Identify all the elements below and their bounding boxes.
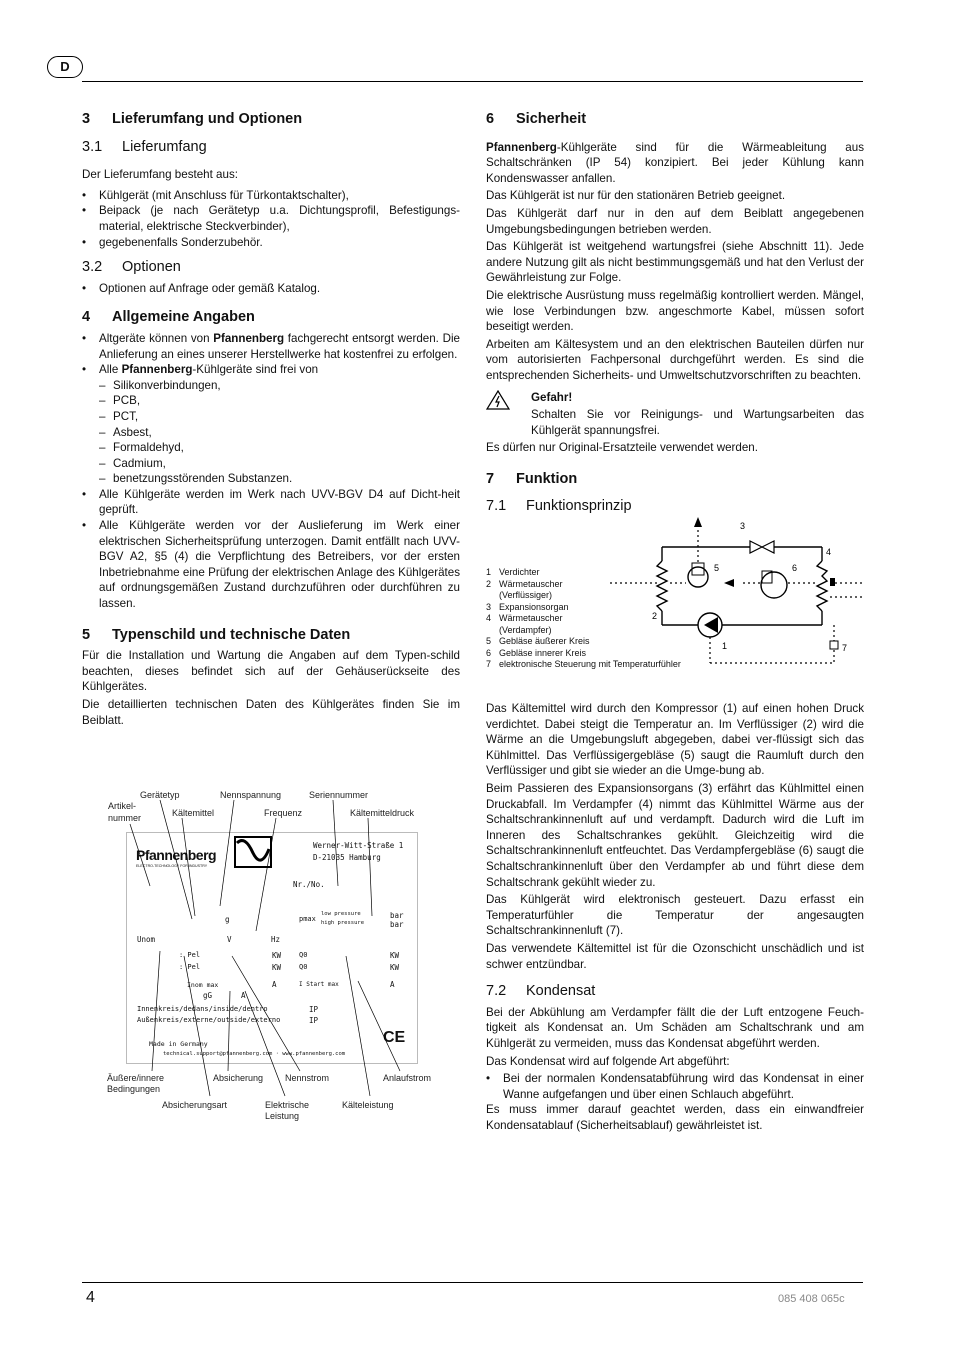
section-7-1-heading: 7.1 Funktionsprinzip — [486, 498, 632, 515]
label-bedingungen-2: Bedingungen — [107, 1084, 161, 1094]
plate-kw: KW — [390, 951, 400, 960]
plate-pel: : Pel — [179, 963, 201, 971]
diagram-number: 7 — [842, 643, 848, 654]
plate-gg: gG — [203, 991, 213, 1000]
section-6-heading: 6 Sicherheit — [486, 111, 587, 127]
section-3-2-heading: 3.2 Optionen — [82, 259, 181, 276]
section-3-heading: 3 Lieferumfang und Optionen — [82, 111, 303, 127]
section-7-2-heading: 7.2 Kondensat — [486, 983, 596, 1000]
bullet-list — [82, 487, 460, 612]
label-kaelteleistung: Kälteleistung — [342, 1100, 394, 1110]
plate-a: A — [241, 991, 246, 1000]
label-elektrische-leistung-2: Leistung — [265, 1111, 300, 1121]
list-item: • Beipack (je nach Gerätetyp u.a. Dichtungsprofil, Befestigungs-material, elektrische Steckverbinder), — [82, 203, 460, 234]
label-artikelnummer-2: nummer — [108, 813, 142, 823]
paragraph: Das Kühlgerät ist nur für den stationären Betrieb geeignet. — [486, 189, 786, 203]
list-item: • Alle Pfannenberg-Kühlgeräte sind frei von — [82, 362, 460, 378]
label-anlaufstrom: Anlaufstrom — [383, 1073, 432, 1083]
language-badge: D — [47, 56, 83, 78]
paragraph: Beim Passieren des Expansionsorgans (3) erfährt das Kühlmittel einen Druckabfall. Im Verdampfer (4) nimmt das Kühlmittel Wärme aus der Schaltschrankinnenluft auf und verdampft. Dadurch wird die Luft im Inneren des Schaltschrankes gekühlt. Gleichzeitig wird die Schaltschrankinnenluft entfeuchtet. Das Verdampfergebläse (6) saugt die Schaltschrankinnenluft über den Verdampfer ab und führt diese dem Schaltschrank gekühlt wieder zu. — [486, 782, 864, 889]
paragraph: Das Kondensat wird auf folgende Art abgeführt: — [486, 1054, 730, 1068]
legend-item: 4 Wärmetauscher (Verdampfer) — [486, 613, 563, 635]
plate-address-1: Werner-Witt-Straße 1 — [313, 841, 404, 850]
label-absicherungsart: Absicherungsart — [162, 1100, 228, 1110]
list-item: – PCT, — [99, 409, 460, 425]
label-kaeltemittel: Kältemittel — [172, 808, 215, 818]
bullet-list — [486, 1071, 864, 1102]
plate-hz: Hz — [271, 935, 281, 944]
plate-address-2: D-21035 Hamburg — [313, 853, 381, 862]
plate-made-in: Made in Germany — [149, 1040, 208, 1048]
plate-kw: KW — [390, 963, 400, 972]
list-item: • gegebenenfalls Sonderzubehör. — [82, 235, 460, 251]
legend-item: 5 Gebläse äußerer Kreis — [486, 636, 590, 647]
list-item: – benetzungsstörenden Substanzen. — [99, 471, 460, 487]
list-item: • Alle Kühlgeräte werden im Werk nach UVV-BGV D4 auf Dicht-heit geprüft. — [82, 487, 460, 518]
function-diagram-block — [486, 515, 864, 687]
plate-pel: : Pel — [179, 951, 201, 959]
plate-leader-lines — [100, 786, 445, 1121]
list-item: • Optionen auf Anfrage oder gemäß Katalog. — [82, 281, 460, 297]
label-elektrische-leistung: Elektrische — [265, 1100, 310, 1110]
document-number: 085 408 065c — [778, 1293, 845, 1305]
plate-bar: bar — [390, 920, 404, 929]
plate-pmax: pmax — [299, 915, 316, 923]
label-artikelnummer: Artikel- — [108, 801, 137, 811]
list-item: • Kühlgerät (mit Anschluss für Türkontaktschalter), — [82, 188, 460, 204]
plate-high-pressure: high pressure — [321, 920, 365, 926]
legend-item: 3 Expansionsorgan — [486, 601, 569, 612]
plate-inner-circuit: Innenkreis/dedans/inside/dentro — [137, 1005, 268, 1013]
paragraph: Es dürfen nur Original-Ersatzteile verwendet werden. — [486, 441, 758, 455]
footer-rule — [82, 1282, 863, 1283]
label-nennspannung: Nennspannung — [220, 790, 282, 800]
paragraph: Das verwendete Kältemittel ist für die Ozonschicht unschädlich und ist schwer entzündbar. — [486, 941, 864, 971]
section-4-heading: 4 Allgemeine Angaben — [82, 309, 255, 326]
plate-ip: IP — [309, 1005, 319, 1014]
list-item: – PCB, — [99, 393, 460, 409]
plate-bar: bar — [390, 911, 404, 920]
list-item: • Alle Kühlgeräte werden vor der Auslieferung im Werk einer elektrischen Sicherheitsprüfung unterzogen. Damit entfällt nach UVV-BGV A2, §5 (4) die Verpflichtung des Betreibers, vor der ersten Inbetriebnahme eine Prüfung der elektrischen Anlage des Kühlgerätes auf ordnungsgemäßen Zustand durchzuführen oder durchführen zu lassen. — [82, 518, 460, 612]
label-absicherung: Absicherung — [213, 1073, 264, 1083]
plate-istart-max: I Start max — [299, 981, 339, 988]
diagram-number: 3 — [740, 521, 746, 532]
list-item: – Silikonverbindungen, — [99, 378, 460, 394]
warning-voltage-icon — [486, 390, 531, 439]
diagram-number: 4 — [826, 547, 832, 558]
plate-ip: IP — [309, 1016, 319, 1025]
plate-q0: Q0 — [299, 951, 308, 959]
paragraph: Die detaillierten technischen Daten des Kühlgerätes finden Sie im Beiblatt. — [82, 698, 460, 727]
plate-v: V — [227, 935, 232, 944]
bullet-list — [82, 188, 460, 250]
type-plate-figure — [100, 786, 445, 1121]
plate-q0: Q0 — [299, 963, 308, 971]
label-nennstrom: Nennstrom — [285, 1073, 330, 1083]
legend-item: 2 Wärmetauscher (Verflüssiger) — [486, 578, 563, 601]
plate-low-pressure: low pressure — [321, 911, 361, 917]
paragraph: Für die Installation und Wartung die Angaben auf dem Typen-schild beachten, dieses befindet sich auf der Gehäuserückseite des Kühlgerätes. — [82, 649, 460, 694]
diagram-number: 1 — [722, 641, 728, 652]
paragraph: Arbeiten am Kältesystem und an den elektrischen Bauteilen dürfen nur vom autorisierten Fachpersonal durchgeführt werden. Es sind die entsprechenden Sicherheits- und Umweltschutzvorschriften zu beachten. — [486, 337, 864, 382]
plate-g: g — [225, 915, 230, 924]
list-item: • Altgeräte können von Pfannenberg fachgerecht entsorgt werden. Die Anlieferung an eines unserer Herstellwerke hat kostenfrei zu erfolgen. — [82, 331, 460, 362]
plate-nr: Nr./No. — [293, 880, 325, 889]
plate-kw: KW — [272, 963, 282, 972]
diagram-number: 2 — [652, 611, 658, 622]
paragraph: Das Kältemittel wird durch den Kompressor (1) auf einen hohen Druck verdichtet. Dabei steigt die Temperatur an. Im Verflüssiger (2) wird die Wärme an die Umgebungsluft abgegeben, dabei ver-flüssigt sich das Kühlmittel. Das Verflüssigergebläse (5) saugt die Raumluft durch den Verflüssiger und gibt sie wieder an die Umge-bung ab. — [486, 702, 864, 778]
paragraph: Es muss immer darauf geachtet werden, dass ein einwandfreier Kondensatablauf (Sicherheitsablauf) gewährleistet ist. — [486, 1103, 864, 1132]
ce-mark: CE — [383, 1029, 406, 1046]
label-kaeltemitteldruck: Kältemitteldruck — [350, 808, 415, 818]
plate-outer-circuit: Außenkreis/externe/outside/externo — [137, 1016, 281, 1024]
legend-item: 6 Gebläse innerer Kreis — [486, 647, 587, 658]
diagram-number: 6 — [792, 563, 798, 574]
plate-kw: KW — [272, 951, 282, 960]
legend-item: 1 Verdichter — [486, 567, 540, 578]
list-item: • Bei der normalen Kondensatabführung wird das Kondensat in einer Wanne aufgefangen und über einen Schlauch abgeführt. — [486, 1071, 864, 1102]
bullet-list — [82, 331, 460, 378]
diagram-number: 5 — [714, 563, 720, 574]
right-column — [486, 112, 864, 1136]
paragraph: Bei der Abkühlung am Verdampfer fällt die der Luft entzogene Feuch-tigkeit als Kondensat an. Um Schäden am Schaltschrank und am Kühlgerät zu vermeiden, muss das Kondensat abgeführt werden. — [486, 1005, 864, 1050]
brand-tagline: ELECTRO-TECHNOLOGY FOR INDUSTRY — [136, 864, 208, 868]
refrigeration-circuit-diagram — [610, 517, 864, 667]
paragraph: Das Kühlgerät ist weitgehend wartungsfrei (siehe Abschnitt 11). Jede andere Nutzung gilt als nicht bestimmungsgemäß und hat den Verlust der Gewährleistung zur Folge. — [486, 240, 864, 285]
list-item: – Formaldehyd, — [99, 440, 460, 456]
label-seriennummer: Seriennummer — [309, 790, 369, 800]
paragraph: Pfannenberg-Kühlgeräte sind für die Wärmeableitung aus Schaltschränken (IP 54) konzipiert. Bei jeder Kühlung kann Kondenswasser anfallen. — [486, 140, 864, 185]
label-frequenz: Frequenz — [264, 808, 303, 818]
legend-item: 7 elektronische Steuerung mit Temperaturfühler — [486, 659, 681, 670]
header-rule — [82, 81, 863, 82]
list-item: – Cadmium, — [99, 456, 460, 472]
left-column — [82, 112, 460, 730]
danger-title: Gefahr! — [531, 390, 573, 404]
plate-support: technical.support@pfannenberg.com · www.pfannenberg.com — [163, 1051, 346, 1057]
section-7-heading: 7 Funktion — [486, 470, 578, 487]
plate-a: A — [390, 980, 395, 989]
list-item: – Asbest, — [99, 425, 460, 441]
paragraph: Das Kühlgerät wird elektronisch gesteuert. Dazu erfasst ein Temperaturfühler die Temperatur der angesaugten Schaltschrankinnenluft (7). — [486, 893, 864, 938]
section-3-1-heading: 3.1 Lieferumfang — [82, 138, 207, 155]
page-number: 4 — [86, 1289, 95, 1306]
plate-a: A — [272, 980, 277, 989]
dash-list — [82, 378, 460, 487]
danger-notice — [486, 390, 864, 439]
paragraph: Das Kühlgerät darf nur in den auf dem Beiblatt angegebenen Umgebungsbedingungen betrieben werden. — [486, 206, 864, 236]
danger-text: Schalten Sie vor Reinigungs- und Wartungsarbeiten das Kühlgerät spannungsfrei. — [531, 408, 864, 437]
plate-inom-max: Inom max — [187, 981, 219, 989]
paragraph: Der Lieferumfang besteht aus: — [82, 168, 238, 182]
label-geraetetyp: Gerätetyp — [140, 790, 180, 800]
bullet-list — [82, 281, 460, 297]
plate-unom: Unom — [137, 935, 156, 944]
label-bedingungen: Äußere/innere — [107, 1073, 165, 1083]
brand-logo: Pfannenberg — [136, 847, 217, 863]
section-5-heading: 5 Typenschild und technische Daten — [82, 626, 351, 643]
paragraph: Die elektrische Ausrüstung muss regelmäßig kontrolliert werden. Mängel, wie lose Verbindungen bzw. angeschmorte Kabel, müssen sofort beseitigt werden. — [486, 288, 864, 334]
